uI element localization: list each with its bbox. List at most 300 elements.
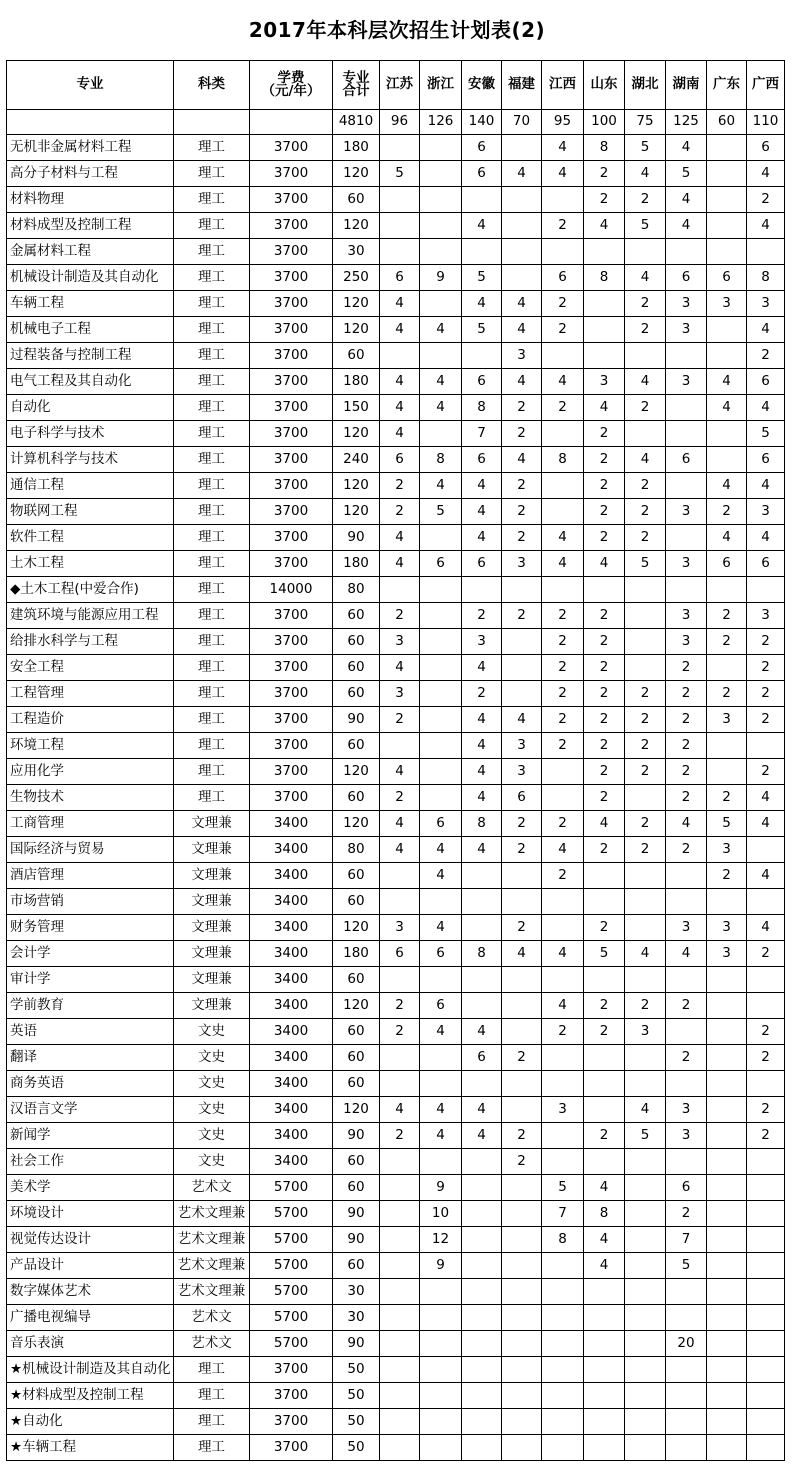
fee-cell: 5700 — [250, 1201, 333, 1227]
category-cell: 文史 — [174, 1123, 250, 1149]
major-name-cell: 电子科学与技术 — [7, 421, 174, 447]
province-quota-cell: 2 — [584, 993, 625, 1019]
major-total-cell: 150 — [333, 395, 380, 421]
major-name-cell: 工商管理 — [7, 811, 174, 837]
province-quota-cell: 4 — [462, 837, 502, 863]
province-quota-cell — [747, 1227, 785, 1253]
province-quota-cell — [380, 889, 420, 915]
province-quota-cell: 2 — [584, 603, 625, 629]
province-quota-cell: 2 — [747, 1097, 785, 1123]
province-quota-cell — [380, 1383, 420, 1409]
major-name-cell: 高分子材料与工程 — [7, 161, 174, 187]
province-quota-cell — [420, 213, 462, 239]
province-quota-cell: 3 — [666, 915, 707, 941]
province-quota-cell: 2 — [542, 863, 584, 889]
province-quota-cell: 2 — [584, 525, 625, 551]
province-quota-cell — [420, 1383, 462, 1409]
category-cell: 艺术文理兼 — [174, 1279, 250, 1305]
table-row — [7, 1279, 785, 1305]
province-quota-cell — [502, 967, 542, 993]
table-row — [7, 187, 785, 213]
major-name-cell: 商务英语 — [7, 1071, 174, 1097]
province-quota-cell — [420, 1045, 462, 1071]
province-quota-cell — [707, 317, 747, 343]
col-header-total-line2: 合计 — [342, 83, 370, 99]
category-cell: 文理兼 — [174, 967, 250, 993]
major-total-cell: 30 — [333, 1305, 380, 1331]
table-row — [7, 343, 785, 369]
major-name-cell: 会计学 — [7, 941, 174, 967]
province-quota-cell: 2 — [542, 811, 584, 837]
major-name-cell: 财务管理 — [7, 915, 174, 941]
major-name-cell: 审计学 — [7, 967, 174, 993]
province-quota-cell: 3 — [625, 1019, 666, 1045]
totals-province-cell: 110 — [747, 110, 785, 135]
totals-blank-cell — [174, 110, 250, 135]
province-quota-cell: 4 — [380, 759, 420, 785]
table-row — [7, 1227, 785, 1253]
province-quota-cell — [502, 1253, 542, 1279]
category-cell: 理工 — [174, 1383, 250, 1409]
major-name-cell: 社会工作 — [7, 1149, 174, 1175]
province-quota-cell — [462, 1149, 502, 1175]
province-quota-cell — [625, 1383, 666, 1409]
province-quota-cell: 3 — [462, 629, 502, 655]
header-row — [7, 61, 785, 110]
province-quota-cell — [747, 1149, 785, 1175]
fee-cell: 3700 — [250, 1357, 333, 1383]
table-row — [7, 265, 785, 291]
province-quota-cell: 2 — [666, 655, 707, 681]
province-quota-cell — [666, 239, 707, 265]
province-quota-cell: 5 — [625, 1123, 666, 1149]
province-quota-cell: 2 — [666, 993, 707, 1019]
province-quota-cell — [420, 1435, 462, 1461]
fee-cell: 3400 — [250, 1071, 333, 1097]
province-quota-cell — [584, 1097, 625, 1123]
totals-blank-cell — [7, 110, 174, 135]
province-quota-cell — [625, 343, 666, 369]
major-name-cell: 建筑环境与能源应用工程 — [7, 603, 174, 629]
major-total-cell: 60 — [333, 1071, 380, 1097]
province-quota-cell — [420, 1071, 462, 1097]
major-name-cell: 电气工程及其自动化 — [7, 369, 174, 395]
province-quota-cell: 3 — [380, 681, 420, 707]
table-row — [7, 629, 785, 655]
province-quota-cell — [542, 1123, 584, 1149]
province-quota-cell: 2 — [380, 473, 420, 499]
province-quota-cell — [380, 1331, 420, 1357]
province-quota-cell: 2 — [584, 681, 625, 707]
province-quota-cell — [502, 1357, 542, 1383]
province-quota-cell — [666, 1071, 707, 1097]
province-quota-cell: 2 — [542, 395, 584, 421]
province-quota-cell: 8 — [542, 447, 584, 473]
col-header-total — [333, 61, 380, 110]
province-quota-cell: 3 — [747, 499, 785, 525]
province-quota-cell: 4 — [462, 291, 502, 317]
col-header-guangdong: 广东 — [707, 61, 747, 110]
table-row — [7, 1383, 785, 1409]
fee-cell: 3400 — [250, 837, 333, 863]
province-quota-cell: 4 — [462, 707, 502, 733]
fee-cell: 3700 — [250, 759, 333, 785]
province-quota-cell — [502, 655, 542, 681]
province-quota-cell — [747, 889, 785, 915]
table-row — [7, 1045, 785, 1071]
province-quota-cell — [542, 1383, 584, 1409]
province-quota-cell — [462, 1227, 502, 1253]
fee-cell: 3400 — [250, 941, 333, 967]
province-quota-cell — [625, 915, 666, 941]
province-quota-cell: 2 — [502, 525, 542, 551]
province-quota-cell — [707, 1331, 747, 1357]
province-quota-cell: 6 — [707, 265, 747, 291]
fee-cell: 3700 — [250, 629, 333, 655]
province-quota-cell — [584, 1305, 625, 1331]
province-quota-cell: 2 — [502, 915, 542, 941]
province-quota-cell — [462, 889, 502, 915]
province-quota-cell — [747, 967, 785, 993]
table-row — [7, 1201, 785, 1227]
province-quota-cell: 4 — [420, 1019, 462, 1045]
province-quota-cell — [462, 1305, 502, 1331]
province-quota-cell — [625, 629, 666, 655]
category-cell: 文理兼 — [174, 941, 250, 967]
province-quota-cell — [584, 1435, 625, 1461]
major-total-cell: 120 — [333, 811, 380, 837]
province-quota-cell — [420, 681, 462, 707]
province-quota-cell: 2 — [584, 759, 625, 785]
province-quota-cell — [462, 1071, 502, 1097]
major-name-cell: 应用化学 — [7, 759, 174, 785]
province-quota-cell: 2 — [502, 473, 542, 499]
fee-cell: 3400 — [250, 993, 333, 1019]
province-quota-cell: 2 — [747, 1019, 785, 1045]
province-quota-cell: 4 — [380, 837, 420, 863]
province-quota-cell: 3 — [707, 941, 747, 967]
province-quota-cell — [584, 343, 625, 369]
major-total-cell: 60 — [333, 1175, 380, 1201]
province-quota-cell: 4 — [542, 369, 584, 395]
province-quota-cell — [502, 1409, 542, 1435]
province-quota-cell: 2 — [584, 915, 625, 941]
major-name-cell: 工程造价 — [7, 707, 174, 733]
totals-province-cell: 126 — [420, 110, 462, 135]
table-row — [7, 161, 785, 187]
totals-province-cell: 125 — [666, 110, 707, 135]
province-quota-cell: 4 — [625, 447, 666, 473]
major-name-cell: 音乐表演 — [7, 1331, 174, 1357]
province-quota-cell: 4 — [542, 993, 584, 1019]
province-quota-cell: 5 — [584, 941, 625, 967]
province-quota-cell — [666, 1305, 707, 1331]
province-quota-cell — [502, 629, 542, 655]
province-quota-cell — [462, 343, 502, 369]
province-quota-cell: 2 — [584, 629, 625, 655]
province-quota-cell: 8 — [747, 265, 785, 291]
province-quota-cell: 3 — [502, 343, 542, 369]
fee-cell: 3700 — [250, 1435, 333, 1461]
province-quota-cell — [502, 213, 542, 239]
province-quota-cell: 4 — [502, 161, 542, 187]
major-total-cell: 120 — [333, 993, 380, 1019]
province-quota-cell — [707, 1019, 747, 1045]
province-quota-cell: 2 — [584, 187, 625, 213]
major-total-cell: 60 — [333, 343, 380, 369]
province-quota-cell — [707, 239, 747, 265]
province-quota-cell — [707, 1045, 747, 1071]
province-quota-cell: 4 — [420, 1123, 462, 1149]
province-quota-cell — [462, 1201, 502, 1227]
major-name-cell: ◆土木工程(中爱合作) — [7, 577, 174, 603]
major-total-cell: 180 — [333, 551, 380, 577]
province-quota-cell — [584, 317, 625, 343]
province-quota-cell: 2 — [502, 499, 542, 525]
major-name-cell: 计算机科学与技术 — [7, 447, 174, 473]
province-quota-cell: 6 — [420, 551, 462, 577]
major-total-cell: 60 — [333, 863, 380, 889]
totals-province-cell: 140 — [462, 110, 502, 135]
table-row — [7, 1305, 785, 1331]
province-quota-cell — [420, 655, 462, 681]
fee-cell: 3400 — [250, 1149, 333, 1175]
totals-province-cell: 70 — [502, 110, 542, 135]
col-header-anhui: 安徽 — [462, 61, 502, 110]
category-cell: 文理兼 — [174, 811, 250, 837]
fee-cell: 3400 — [250, 967, 333, 993]
province-quota-cell: 4 — [625, 161, 666, 187]
category-cell: 理工 — [174, 187, 250, 213]
province-quota-cell: 6 — [462, 1045, 502, 1071]
province-quota-cell — [666, 1435, 707, 1461]
province-quota-cell: 6 — [462, 447, 502, 473]
province-quota-cell — [666, 1149, 707, 1175]
totals-row — [7, 110, 785, 135]
province-quota-cell — [625, 967, 666, 993]
province-quota-cell: 8 — [584, 1201, 625, 1227]
province-quota-cell: 2 — [380, 603, 420, 629]
province-quota-cell — [666, 889, 707, 915]
province-quota-cell — [625, 1409, 666, 1435]
province-quota-cell: 6 — [666, 1175, 707, 1201]
major-total-cell: 80 — [333, 837, 380, 863]
province-quota-cell — [542, 889, 584, 915]
province-quota-cell — [747, 1383, 785, 1409]
fee-cell: 3400 — [250, 889, 333, 915]
province-quota-cell — [502, 265, 542, 291]
province-quota-cell — [666, 967, 707, 993]
province-quota-cell: 4 — [380, 655, 420, 681]
province-quota-cell: 2 — [625, 837, 666, 863]
province-quota-cell: 9 — [420, 1253, 462, 1279]
province-quota-cell — [707, 1123, 747, 1149]
province-quota-cell — [625, 1227, 666, 1253]
totals-province-cell: 96 — [380, 110, 420, 135]
category-cell: 艺术文理兼 — [174, 1253, 250, 1279]
province-quota-cell — [707, 135, 747, 161]
province-quota-cell — [542, 915, 584, 941]
table-row — [7, 1019, 785, 1045]
province-quota-cell — [420, 967, 462, 993]
province-quota-cell: 7 — [542, 1201, 584, 1227]
province-quota-cell — [625, 1201, 666, 1227]
province-quota-cell — [502, 1097, 542, 1123]
province-quota-cell: 4 — [747, 785, 785, 811]
province-quota-cell — [380, 1071, 420, 1097]
province-quota-cell: 2 — [747, 1123, 785, 1149]
fee-cell: 3400 — [250, 811, 333, 837]
province-quota-cell: 6 — [420, 811, 462, 837]
province-quota-cell — [625, 863, 666, 889]
category-cell: 理工 — [174, 577, 250, 603]
province-quota-cell — [584, 1331, 625, 1357]
category-cell: 理工 — [174, 785, 250, 811]
province-quota-cell: 2 — [707, 785, 747, 811]
major-total-cell: 60 — [333, 733, 380, 759]
province-quota-cell — [420, 161, 462, 187]
fee-cell: 3700 — [250, 447, 333, 473]
province-quota-cell — [625, 655, 666, 681]
province-quota-cell — [707, 1357, 747, 1383]
major-name-cell: 环境工程 — [7, 733, 174, 759]
province-quota-cell — [420, 239, 462, 265]
category-cell: 文理兼 — [174, 863, 250, 889]
province-quota-cell: 2 — [584, 499, 625, 525]
province-quota-cell — [502, 1331, 542, 1357]
major-name-cell: 学前教育 — [7, 993, 174, 1019]
province-quota-cell — [462, 1383, 502, 1409]
table-row — [7, 525, 785, 551]
province-quota-cell: 2 — [502, 1149, 542, 1175]
major-total-cell: 60 — [333, 889, 380, 915]
province-quota-cell: 2 — [542, 603, 584, 629]
fee-cell: 3700 — [250, 785, 333, 811]
province-quota-cell: 5 — [707, 811, 747, 837]
major-name-cell: 机械电子工程 — [7, 317, 174, 343]
province-quota-cell — [380, 1201, 420, 1227]
province-quota-cell — [747, 993, 785, 1019]
province-quota-cell: 4 — [420, 395, 462, 421]
province-quota-cell — [462, 1175, 502, 1201]
province-quota-cell — [502, 863, 542, 889]
province-quota-cell: 3 — [666, 1097, 707, 1123]
province-quota-cell: 6 — [462, 135, 502, 161]
major-name-cell: 汉语言文学 — [7, 1097, 174, 1123]
province-quota-cell — [584, 239, 625, 265]
province-quota-cell — [542, 1357, 584, 1383]
category-cell: 理工 — [174, 733, 250, 759]
province-quota-cell — [747, 1201, 785, 1227]
province-quota-cell: 4 — [462, 759, 502, 785]
major-total-cell: 90 — [333, 1123, 380, 1149]
province-quota-cell: 4 — [542, 161, 584, 187]
major-name-cell: 材料成型及控制工程 — [7, 213, 174, 239]
major-name-cell: 翻译 — [7, 1045, 174, 1071]
major-total-cell: 250 — [333, 265, 380, 291]
province-quota-cell: 4 — [584, 551, 625, 577]
table-row — [7, 1097, 785, 1123]
province-quota-cell: 4 — [542, 837, 584, 863]
province-quota-cell: 2 — [625, 759, 666, 785]
province-quota-cell — [584, 1149, 625, 1175]
province-quota-cell: 4 — [707, 369, 747, 395]
major-name-cell: 土木工程 — [7, 551, 174, 577]
province-quota-cell: 6 — [747, 447, 785, 473]
province-quota-cell: 4 — [420, 863, 462, 889]
category-cell: 文理兼 — [174, 915, 250, 941]
province-quota-cell — [542, 967, 584, 993]
province-quota-cell: 4 — [666, 811, 707, 837]
province-quota-cell — [707, 1305, 747, 1331]
province-quota-cell: 8 — [542, 1227, 584, 1253]
major-total-cell: 50 — [333, 1357, 380, 1383]
province-quota-cell — [707, 1435, 747, 1461]
province-quota-cell: 3 — [666, 499, 707, 525]
province-quota-cell — [625, 1175, 666, 1201]
province-quota-cell: 2 — [707, 499, 747, 525]
province-quota-cell — [707, 1201, 747, 1227]
province-quota-cell — [462, 1279, 502, 1305]
province-quota-cell — [707, 1149, 747, 1175]
province-quota-cell — [707, 889, 747, 915]
major-name-cell: 数字媒体艺术 — [7, 1279, 174, 1305]
category-cell: 理工 — [174, 239, 250, 265]
table-row — [7, 889, 785, 915]
fee-cell: 5700 — [250, 1227, 333, 1253]
province-quota-cell — [420, 291, 462, 317]
province-quota-cell — [420, 1409, 462, 1435]
fee-cell: 3700 — [250, 681, 333, 707]
province-quota-cell: 4 — [380, 317, 420, 343]
province-quota-cell — [420, 525, 462, 551]
province-quota-cell — [420, 1305, 462, 1331]
province-quota-cell: 3 — [666, 629, 707, 655]
province-quota-cell: 6 — [420, 993, 462, 1019]
province-quota-cell: 4 — [542, 525, 584, 551]
province-quota-cell: 4 — [420, 915, 462, 941]
table-row — [7, 1357, 785, 1383]
province-quota-cell: 4 — [502, 707, 542, 733]
major-total-cell: 90 — [333, 707, 380, 733]
fee-cell: 3700 — [250, 603, 333, 629]
province-quota-cell: 2 — [584, 733, 625, 759]
category-cell: 理工 — [174, 1409, 250, 1435]
province-quota-cell — [625, 421, 666, 447]
province-quota-cell: 4 — [584, 811, 625, 837]
major-name-cell: 广播电视编导 — [7, 1305, 174, 1331]
province-quota-cell: 2 — [584, 1123, 625, 1149]
province-quota-cell: 10 — [420, 1201, 462, 1227]
category-cell: 理工 — [174, 1357, 250, 1383]
province-quota-cell — [420, 889, 462, 915]
table-row — [7, 1253, 785, 1279]
province-quota-cell: 2 — [666, 785, 707, 811]
province-quota-cell — [707, 967, 747, 993]
table-row — [7, 1435, 785, 1461]
table-row — [7, 395, 785, 421]
category-cell: 理工 — [174, 369, 250, 395]
province-quota-cell — [584, 863, 625, 889]
category-cell: 文理兼 — [174, 837, 250, 863]
province-quota-cell: 5 — [625, 551, 666, 577]
province-quota-cell — [542, 1253, 584, 1279]
province-quota-cell: 4 — [542, 135, 584, 161]
province-quota-cell: 2 — [584, 473, 625, 499]
province-quota-cell: 4 — [584, 1175, 625, 1201]
province-quota-cell — [584, 1357, 625, 1383]
totals-overall-cell: 4810 — [333, 110, 380, 135]
